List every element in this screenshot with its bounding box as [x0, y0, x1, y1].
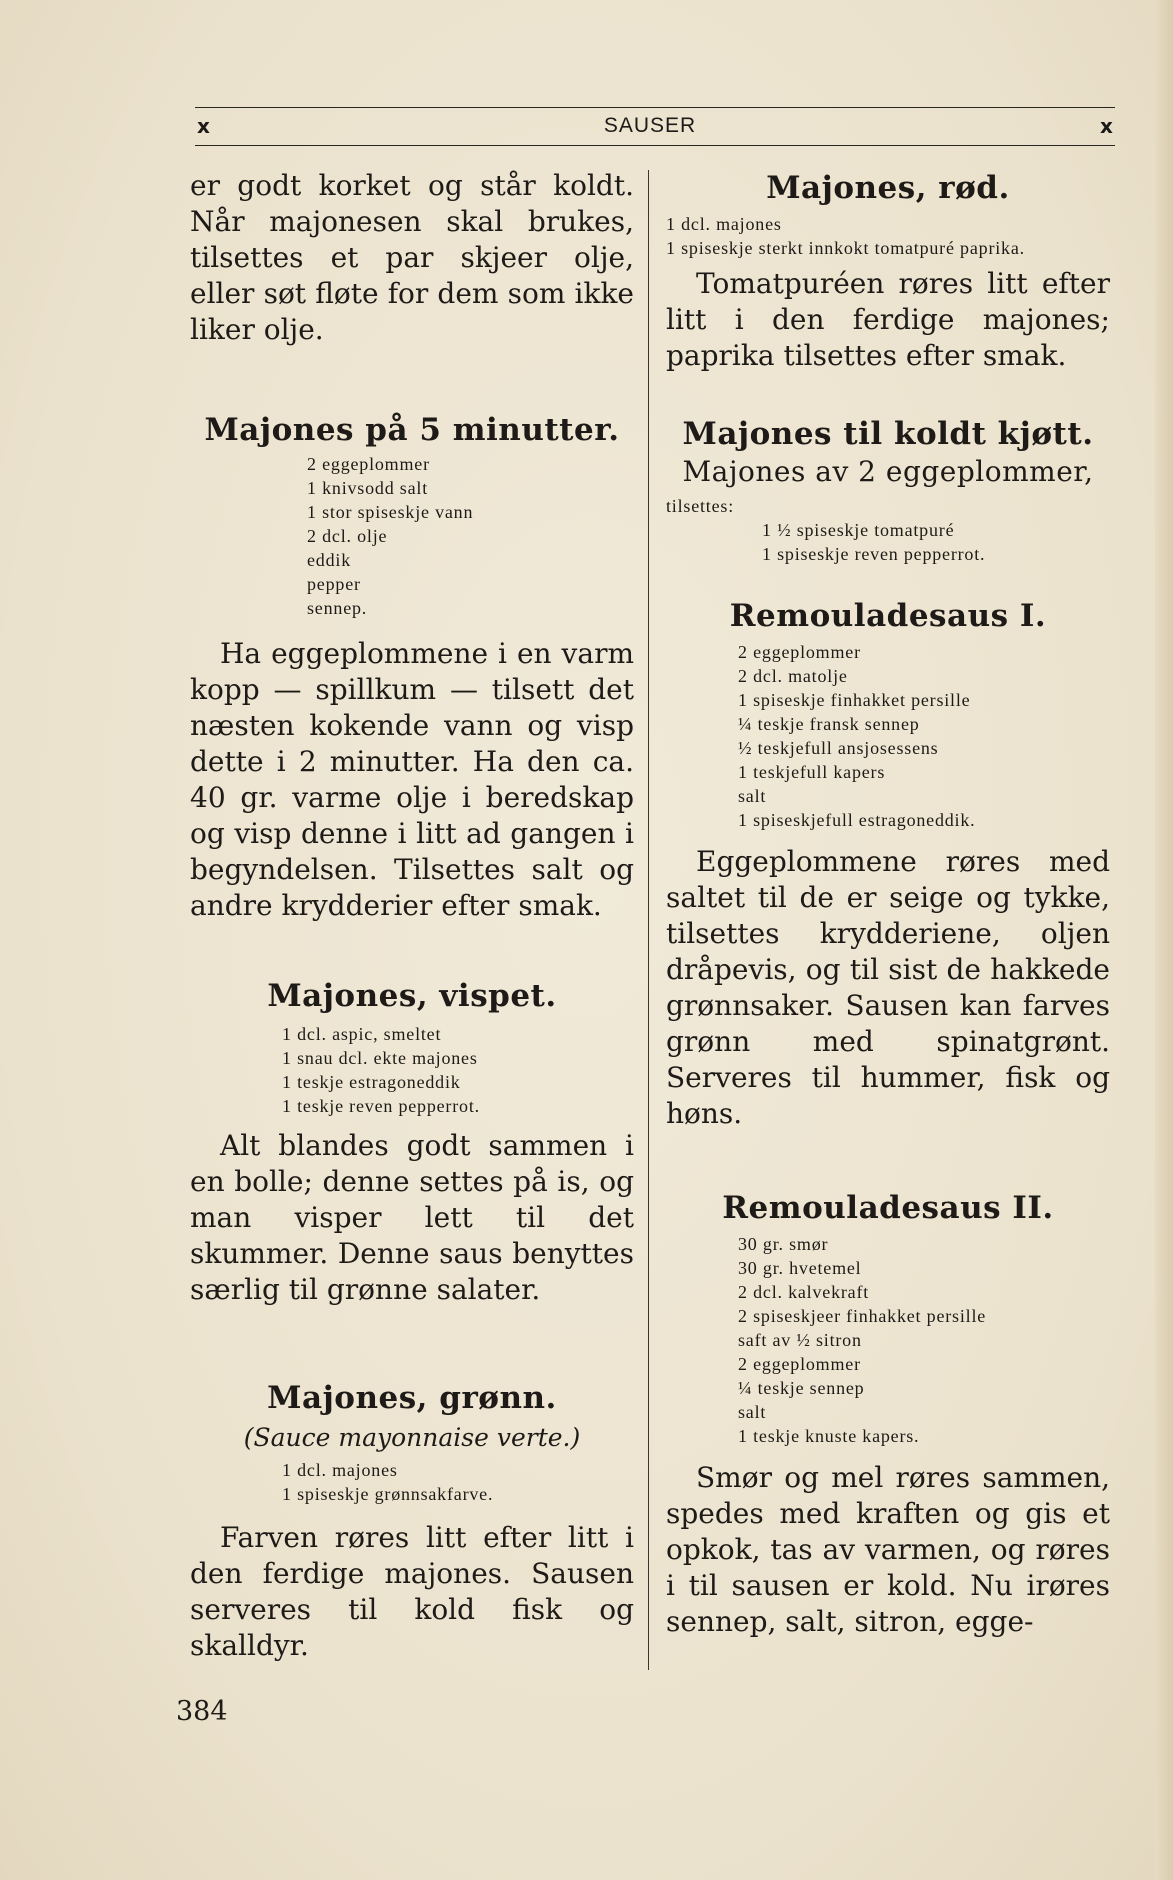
ingredient: salt: [738, 786, 767, 806]
ingredient: sennep.: [307, 598, 368, 618]
ingredient: 1 spiseskje grønnsakfarve.: [282, 1484, 494, 1504]
ingredient: pepper: [307, 574, 361, 594]
ingredient-list: [666, 212, 1110, 260]
ingredient: 1 knivsodd salt: [307, 478, 429, 498]
ingredient-list: [738, 640, 1110, 832]
recipe-majones-gronn: [190, 1378, 634, 1664]
recipe-remouladesaus-1: [666, 596, 1110, 1132]
header-ornament-left: x: [197, 114, 210, 138]
ingredient: 2 dcl. kalvekraft: [738, 1282, 870, 1302]
ingredient: 2 dcl. matolje: [738, 666, 848, 686]
column-divider: [648, 170, 649, 1670]
ingredient: 2 eggeplommer: [307, 454, 430, 474]
ingredient: 30 gr. hvetemel: [738, 1258, 862, 1278]
header-ornament-right: x: [1100, 114, 1113, 138]
ingredient-list: [738, 1232, 1110, 1448]
ingredient-label: tilsettes:: [666, 496, 734, 516]
recipe-instructions: Farven røres litt efter litt i den ferdige majones. Sausen serveres til kold fisk og skalldyr.: [190, 1521, 634, 1662]
ingredient: 1 ½ spiseskje tomatpuré: [762, 520, 955, 540]
ingredient-list: [307, 452, 634, 620]
ingredient: 1 snau dcl. ekte majones: [282, 1048, 478, 1068]
recipe-instructions: Eggeplommene røres med saltet til de er seige og tykke, tilsettes krydderiene, oljen dråpevis, og til sist de hakkede grønnsaker. Sausen kan farves grønn med spinatgrønt. Serveres til hummer, fisk og høns.: [666, 845, 1110, 1130]
right-column: [666, 168, 1110, 1640]
ingredient: ¼ teskje sennep: [738, 1378, 865, 1398]
recipe-title: Majones, rød.: [766, 170, 1010, 206]
recipe-title: Majones på 5 minutter.: [204, 412, 620, 448]
ingredient: 2 eggeplommer: [738, 1354, 861, 1374]
recipe-remouladesaus-2: [666, 1188, 1110, 1640]
ingredient: 1 spiseskje reven pepperrot.: [762, 544, 986, 564]
ingredient: ¼ teskje fransk sennep: [738, 714, 920, 734]
header-rule-top: [195, 107, 1115, 108]
recipe-title: Remouladesaus II.: [722, 1190, 1054, 1226]
header-rule-bottom: [195, 145, 1115, 146]
ingredient: eddik: [307, 550, 351, 570]
ingredient-list: [282, 1022, 634, 1118]
ingredient: salt: [738, 1402, 767, 1422]
recipe-majones-koldt-kjott: [666, 414, 1110, 566]
ingredient: 1 teskje reven pepperrot.: [282, 1096, 480, 1116]
ingredient: 2 eggeplommer: [738, 642, 861, 662]
ingredient: 1 spiseskjefull estragoneddik.: [738, 810, 976, 830]
page-number: 384: [176, 1696, 228, 1727]
ingredient: 1 spiseskje finhakket persille: [738, 690, 971, 710]
recipe-instructions: Tomatpuréen røres litt efter litt i den ferdige majones; paprika tilsettes efter smak.: [666, 267, 1110, 372]
ingredient: saft av ½ sitron: [738, 1330, 862, 1350]
ingredient: ½ teskjefull ansjosessens: [738, 738, 939, 758]
ingredient-list: [282, 1458, 634, 1506]
ingredient: 2 dcl. olje: [307, 526, 388, 546]
recipe-majones-vispet: [190, 976, 634, 1308]
page-edge: [1155, 0, 1173, 1880]
recipe-subtitle: Majones av 2 eggeplommer,: [682, 455, 1094, 488]
left-column: [190, 168, 634, 1664]
ingredient: 1 teskje knuste kapers.: [738, 1426, 920, 1446]
ingredient: 2 spiseskjeer finhakket persille: [738, 1306, 987, 1326]
recipe-subtitle: (Sauce mayonnaise verte.): [243, 1423, 581, 1452]
ingredient: 1 dcl. majones: [666, 214, 782, 234]
ingredient: 1 stor spiseskje vann: [307, 502, 474, 522]
recipe-instructions: Alt blandes godt sammen i en bolle; denne settes på is, og man visper lett til det skummer. Denne saus benyttes særlig til grønne salater.: [190, 1129, 634, 1306]
ingredient: 1 teskje estragoneddik: [282, 1072, 461, 1092]
running-head: SAUSER: [603, 114, 697, 137]
recipe-title: Majones, grønn.: [267, 1380, 557, 1416]
recipe-majones-5-minutter: [190, 410, 634, 924]
ingredient: 1 dcl. aspic, smeltet: [282, 1024, 442, 1044]
recipe-title: Majones til koldt kjøtt.: [682, 416, 1094, 452]
recipe-instructions: Ha eggeplommene i en varm kopp — spillkum — tilsett det næsten kokende vann og visp dette i 2 minutter. Ha den ca. 40 gr. varme olje i beredskap og visp denne i litt ad gangen i begyndelsen. Tilsettes salt og andre krydderier efter smak.: [190, 637, 634, 922]
recipe-title: Majones, vispet.: [267, 978, 557, 1014]
ingredient: 1 teskjefull kapers: [738, 762, 886, 782]
intro-paragraph: er godt korket og står koldt. Når majonesen skal brukes, tilsettes et par skjeer olje, eller søt fløte for dem som ikke liker olje.: [190, 169, 634, 346]
recipe-instructions: Smør og mel røres sammen, spedes med kraften og gis et opkok, tas av varmen, og røres i til sausen er kold. Nu irøres sennep, salt, sitron, egge-: [666, 1461, 1110, 1638]
ingredient-list: [762, 518, 1110, 566]
ingredient: 30 gr. smør: [738, 1234, 829, 1254]
recipe-majones-rod: [666, 168, 1110, 374]
recipe-title: Remouladesaus I.: [729, 598, 1047, 634]
ingredient: 1 spiseskje sterkt innkokt tomatpuré paprika.: [666, 238, 1025, 258]
ingredient: 1 dcl. majones: [282, 1460, 398, 1480]
